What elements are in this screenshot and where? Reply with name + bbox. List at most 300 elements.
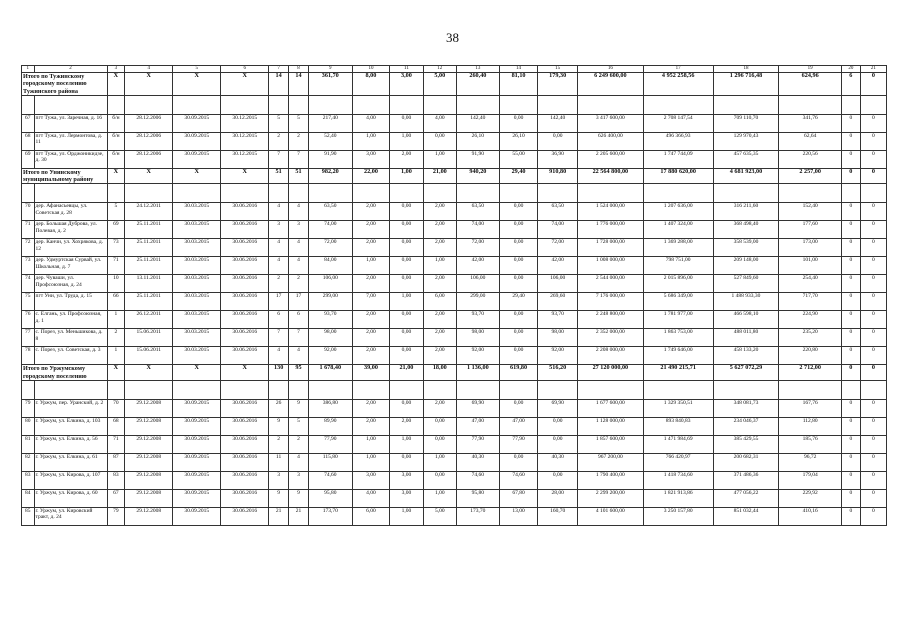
table-cell: 0,00 bbox=[499, 329, 538, 347]
table-cell: 30.06.2016 bbox=[221, 436, 269, 454]
table-cell: 341,76 bbox=[779, 114, 842, 132]
table-cell: 55,00 bbox=[499, 150, 538, 168]
table-cell: 69,90 bbox=[538, 400, 578, 418]
address-cell: дер. Чуваши, ул. Профсоюзная, д. 24 bbox=[34, 275, 107, 293]
table-cell: 72,00 bbox=[308, 239, 352, 257]
table-row bbox=[22, 454, 887, 472]
table-cell: 5 bbox=[269, 114, 289, 132]
table-cell: 30.06.2016 bbox=[221, 239, 269, 257]
table-cell: 0 bbox=[860, 275, 886, 293]
table-cell: 0 bbox=[860, 365, 886, 381]
column-number-cell: 9 bbox=[308, 66, 352, 73]
table-cell: 0 bbox=[860, 132, 886, 150]
row-number: 71 bbox=[22, 221, 35, 239]
table-cell: 29.12.2008 bbox=[125, 472, 173, 490]
table-cell: 0 bbox=[860, 508, 886, 526]
table-cell: 269,60 bbox=[538, 293, 578, 311]
table-cell: X bbox=[221, 168, 269, 184]
table-cell: 1,00 bbox=[423, 454, 456, 472]
address-cell: г. Уржум, ул. Кирова, д. 107 bbox=[34, 472, 107, 490]
table-cell: 3,00 bbox=[352, 150, 390, 168]
address-cell: г. Уржум, ул. Кировский тракт, д. 24 bbox=[34, 508, 107, 526]
table-cell: 42,00 bbox=[456, 257, 499, 275]
address-cell: дер. Афанасьевцы, ул. Советская д. 28 bbox=[34, 203, 107, 221]
table-cell: б/н bbox=[107, 150, 125, 168]
table-cell: 93,70 bbox=[456, 311, 499, 329]
empty-cell bbox=[713, 381, 779, 400]
empty-cell bbox=[22, 381, 35, 400]
empty-cell bbox=[125, 381, 173, 400]
table-cell: 254,40 bbox=[779, 275, 842, 293]
table-cell: 69 bbox=[107, 221, 125, 239]
empty-cell bbox=[860, 95, 886, 114]
table-cell: 516,20 bbox=[538, 365, 578, 381]
table-cell: 1,00 bbox=[352, 436, 390, 454]
table-cell: 29.12.2008 bbox=[125, 400, 173, 418]
column-number-row bbox=[22, 66, 887, 73]
column-number-cell: 7 bbox=[269, 66, 289, 73]
table-cell: 0,00 bbox=[499, 203, 538, 221]
address-cell: пгт Тужа, ул. Заречная, д. 16 bbox=[34, 114, 107, 132]
table-row bbox=[22, 132, 887, 150]
table-cell: 0 bbox=[860, 329, 886, 347]
table-cell: 30.03.2015 bbox=[173, 347, 221, 365]
table-cell: 9 bbox=[289, 490, 309, 508]
table-cell: 967 200,00 bbox=[577, 454, 643, 472]
table-row bbox=[22, 329, 887, 347]
column-number-cell: 12 bbox=[423, 66, 456, 73]
table-cell: 30.06.2016 bbox=[221, 203, 269, 221]
address-cell: пгт Тужа, ул. Лермонтова, д. 11 bbox=[34, 132, 107, 150]
table-cell: 25.11.2011 bbox=[125, 257, 173, 275]
table-cell: 29.12.2008 bbox=[125, 454, 173, 472]
table-cell: 0 bbox=[860, 114, 886, 132]
table-cell: 0 bbox=[860, 221, 886, 239]
table-cell: 200 682,31 bbox=[713, 454, 779, 472]
table-row bbox=[22, 347, 887, 365]
empty-cell bbox=[173, 95, 221, 114]
table-cell: 66 bbox=[107, 293, 125, 311]
table-cell: 77,90 bbox=[308, 436, 352, 454]
table-cell: 1 857 600,00 bbox=[577, 436, 643, 454]
row-number: 73 bbox=[22, 257, 35, 275]
table-cell: 106,00 bbox=[308, 275, 352, 293]
table-cell: 1 136,00 bbox=[456, 365, 499, 381]
table-cell: 13,00 bbox=[499, 508, 538, 526]
table-cell: 21 bbox=[269, 508, 289, 526]
table-cell: 2,00 bbox=[352, 329, 390, 347]
table-cell: 386,80 bbox=[308, 400, 352, 418]
table-cell: 209 148,00 bbox=[713, 257, 779, 275]
subtotal-row bbox=[22, 365, 887, 381]
empty-cell bbox=[423, 95, 456, 114]
table-cell: 25.11.2011 bbox=[125, 293, 173, 311]
subtotal-label: Итого по Тужинскому городскому поселению Тужинского района bbox=[22, 73, 108, 96]
table-cell: 0 bbox=[860, 203, 886, 221]
row-number: 78 bbox=[22, 347, 35, 365]
table-cell: 2,00 bbox=[423, 221, 456, 239]
table-cell: 0 bbox=[841, 311, 860, 329]
table-cell: 3 417 600,00 bbox=[577, 114, 643, 132]
table-cell: 0 bbox=[841, 239, 860, 257]
table-cell: 0,00 bbox=[538, 436, 578, 454]
table-cell: 4 101 600,00 bbox=[577, 508, 643, 526]
empty-cell bbox=[352, 95, 390, 114]
column-number-cell: 2 bbox=[34, 66, 107, 73]
table-cell: 98,00 bbox=[538, 329, 578, 347]
empty-cell bbox=[390, 184, 423, 203]
table-cell: X bbox=[221, 365, 269, 381]
table-cell: 361,70 bbox=[308, 73, 352, 96]
page-number: 38 bbox=[446, 30, 459, 45]
table-cell: 28,00 bbox=[538, 490, 578, 508]
table-cell: 0 bbox=[860, 400, 886, 418]
column-number-cell: 4 bbox=[125, 66, 173, 73]
table-cell: 2 bbox=[269, 132, 289, 150]
table-cell: 92,00 bbox=[308, 347, 352, 365]
table-cell: 260,40 bbox=[456, 73, 499, 96]
empty-cell bbox=[221, 95, 269, 114]
table-cell: 30.03.2015 bbox=[173, 203, 221, 221]
table-cell: 0 bbox=[860, 454, 886, 472]
table-cell: 6 249 600,00 bbox=[577, 73, 643, 96]
table-cell: 6,00 bbox=[352, 508, 390, 526]
table-cell: 9 bbox=[269, 418, 289, 436]
address-cell: г. Уржум, ул. Елкина, д. 61 bbox=[34, 454, 107, 472]
table-cell: 29.12.2008 bbox=[125, 418, 173, 436]
table-cell: 0 bbox=[841, 257, 860, 275]
empty-cell bbox=[308, 95, 352, 114]
table-cell: 798 751,00 bbox=[643, 257, 713, 275]
table-cell: 30.12.2015 bbox=[221, 132, 269, 150]
empty-cell bbox=[352, 381, 390, 400]
table-cell: 0,00 bbox=[499, 400, 538, 418]
empty-cell bbox=[107, 95, 125, 114]
table-cell: 0 bbox=[841, 418, 860, 436]
table-cell: 6,00 bbox=[423, 293, 456, 311]
table-cell: 3 bbox=[269, 472, 289, 490]
table-cell: 52,40 bbox=[308, 132, 352, 150]
table-cell: 385 429,55 bbox=[713, 436, 779, 454]
table-cell: 1 296 716,48 bbox=[713, 73, 779, 96]
table-cell: 74,00 bbox=[538, 221, 578, 239]
table-cell: 5,00 bbox=[423, 508, 456, 526]
spacer-row bbox=[22, 381, 887, 400]
row-number: 67 bbox=[22, 114, 35, 132]
table-cell: X bbox=[125, 365, 173, 381]
empty-cell bbox=[173, 184, 221, 203]
empty-cell bbox=[860, 184, 886, 203]
table-cell: 2 bbox=[269, 275, 289, 293]
table-cell: 0,00 bbox=[390, 114, 423, 132]
table-cell: 0 bbox=[860, 293, 886, 311]
table-cell: 22 564 800,00 bbox=[577, 168, 643, 184]
table-cell: 17 880 620,00 bbox=[643, 168, 713, 184]
table-cell: 30.06.2016 bbox=[221, 472, 269, 490]
table-cell: 410,16 bbox=[779, 508, 842, 526]
row-number: 81 bbox=[22, 436, 35, 454]
empty-cell bbox=[538, 95, 578, 114]
table-cell: 68 bbox=[107, 418, 125, 436]
row-number: 68 bbox=[22, 132, 35, 150]
empty-cell bbox=[841, 381, 860, 400]
table-cell: 220,56 bbox=[779, 150, 842, 168]
table-cell: 1 821 913,86 bbox=[643, 490, 713, 508]
table-cell: 63,50 bbox=[308, 203, 352, 221]
table-cell: 24.12.2011 bbox=[125, 203, 173, 221]
column-number-cell: 14 bbox=[499, 66, 538, 73]
table-cell: 0 bbox=[841, 329, 860, 347]
table-cell: 177,60 bbox=[779, 221, 842, 239]
empty-cell bbox=[779, 184, 842, 203]
table-cell: 5 627 072,29 bbox=[713, 365, 779, 381]
subtotal-label: Итого по Унинскому муниципальному району bbox=[22, 168, 108, 184]
table-cell: 0,00 bbox=[423, 436, 456, 454]
table-cell: 7 176 000,00 bbox=[577, 293, 643, 311]
table-cell: 0 bbox=[860, 168, 886, 184]
table-cell: 0 bbox=[841, 347, 860, 365]
table-cell: 624,96 bbox=[779, 73, 842, 96]
spacer-row bbox=[22, 184, 887, 203]
empty-cell bbox=[221, 184, 269, 203]
table-cell: 0,00 bbox=[538, 418, 578, 436]
table-cell: 30.12.2015 bbox=[221, 150, 269, 168]
table-row bbox=[22, 257, 887, 275]
table-cell: 1 747 744,09 bbox=[643, 150, 713, 168]
table-cell: 2,00 bbox=[423, 400, 456, 418]
table-cell: 527 849,60 bbox=[713, 275, 779, 293]
table-cell: 371 486,36 bbox=[713, 472, 779, 490]
table-cell: 67 bbox=[107, 490, 125, 508]
table-cell: 0 bbox=[860, 73, 886, 96]
table-cell: 1 863 753,00 bbox=[643, 329, 713, 347]
empty-cell bbox=[125, 95, 173, 114]
table-cell: 87 bbox=[107, 454, 125, 472]
table-cell: 21,00 bbox=[423, 168, 456, 184]
empty-cell bbox=[577, 184, 643, 203]
table-cell: 74,00 bbox=[456, 221, 499, 239]
empty-cell bbox=[779, 381, 842, 400]
table-cell: 30.09.2015 bbox=[173, 490, 221, 508]
table-cell: 30.09.2015 bbox=[173, 114, 221, 132]
table-cell: X bbox=[173, 168, 221, 184]
table-cell: 1,00 bbox=[423, 490, 456, 508]
table-cell: 4 681 923,00 bbox=[713, 168, 779, 184]
table-cell: б/н bbox=[107, 114, 125, 132]
table-cell: 1 329 350,51 bbox=[643, 400, 713, 418]
table-cell: 95 bbox=[289, 365, 309, 381]
address-cell: дер. Канчи, ул. Хохрякова, д. 12 bbox=[34, 239, 107, 257]
table-cell: 1,00 bbox=[423, 257, 456, 275]
table-cell: 30.06.2016 bbox=[221, 347, 269, 365]
empty-cell bbox=[538, 184, 578, 203]
table-cell: 71 bbox=[107, 257, 125, 275]
table-cell: 25.11.2011 bbox=[125, 239, 173, 257]
table-row bbox=[22, 150, 887, 168]
table-cell: 4 bbox=[269, 257, 289, 275]
table-body bbox=[22, 66, 887, 526]
table-cell: 115,80 bbox=[308, 454, 352, 472]
table-cell: 129 970,43 bbox=[713, 132, 779, 150]
empty-cell bbox=[107, 184, 125, 203]
table-cell: 0,00 bbox=[423, 472, 456, 490]
table-cell: 30.09.2015 bbox=[173, 508, 221, 526]
table-cell: 101,00 bbox=[779, 257, 842, 275]
table-cell: 1 bbox=[107, 311, 125, 329]
table-cell: 0,00 bbox=[499, 239, 538, 257]
table-cell: 0 bbox=[841, 472, 860, 490]
table-cell: 9 bbox=[289, 400, 309, 418]
empty-cell bbox=[289, 95, 309, 114]
empty-cell bbox=[34, 184, 107, 203]
empty-cell bbox=[577, 381, 643, 400]
empty-cell bbox=[125, 184, 173, 203]
table-cell: 4 bbox=[289, 454, 309, 472]
row-number: 80 bbox=[22, 418, 35, 436]
table-cell: 28.12.2006 bbox=[125, 114, 173, 132]
table-cell: 95,80 bbox=[308, 490, 352, 508]
table-cell: 79 bbox=[107, 508, 125, 526]
table-cell: 0 bbox=[860, 347, 886, 365]
table-cell: 14 bbox=[269, 73, 289, 96]
table-cell: 10 bbox=[107, 275, 125, 293]
table-cell: 224,90 bbox=[779, 311, 842, 329]
table-cell: 0,00 bbox=[423, 132, 456, 150]
column-number-cell: 13 bbox=[456, 66, 499, 73]
table-cell: 30.06.2016 bbox=[221, 275, 269, 293]
table-cell: 0,00 bbox=[499, 114, 538, 132]
empty-cell bbox=[577, 95, 643, 114]
table-cell: 74,60 bbox=[456, 472, 499, 490]
table-cell: 0 bbox=[860, 239, 886, 257]
table-cell: 2 bbox=[289, 436, 309, 454]
table-cell: 25.11.2011 bbox=[125, 221, 173, 239]
table-cell: 73 bbox=[107, 239, 125, 257]
table-cell: 0,00 bbox=[390, 221, 423, 239]
table-cell: 30.03.2015 bbox=[173, 257, 221, 275]
table-cell: 30.09.2015 bbox=[173, 400, 221, 418]
table-row bbox=[22, 239, 887, 257]
table-cell: 63,50 bbox=[538, 203, 578, 221]
row-number: 83 bbox=[22, 472, 35, 490]
table-cell: 30.09.2015 bbox=[173, 472, 221, 490]
table-row bbox=[22, 275, 887, 293]
column-number-cell: 5 bbox=[173, 66, 221, 73]
table-cell: 5 bbox=[289, 418, 309, 436]
table-cell: 40,30 bbox=[538, 454, 578, 472]
table-cell: 910,80 bbox=[538, 168, 578, 184]
table-cell: 0,00 bbox=[499, 221, 538, 239]
table-cell: 0,00 bbox=[538, 132, 578, 150]
table-cell: 4 bbox=[289, 239, 309, 257]
empty-cell bbox=[269, 381, 289, 400]
table-cell: 9 bbox=[269, 490, 289, 508]
table-cell: 2,00 bbox=[423, 203, 456, 221]
table-cell: 29.12.2008 bbox=[125, 436, 173, 454]
table-cell: 173,00 bbox=[779, 239, 842, 257]
table-cell: 1 728 000,00 bbox=[577, 239, 643, 257]
table-cell: 30.06.2016 bbox=[221, 257, 269, 275]
table-cell: 0,00 bbox=[499, 275, 538, 293]
table-cell: 4 bbox=[269, 239, 289, 257]
table-cell: 3,00 bbox=[352, 472, 390, 490]
table-cell: 0 bbox=[841, 221, 860, 239]
table-cell: 7,00 bbox=[352, 293, 390, 311]
table-cell: 0,00 bbox=[499, 311, 538, 329]
table-cell: 167,76 bbox=[779, 400, 842, 418]
empty-cell bbox=[713, 184, 779, 203]
table-cell: 2 bbox=[269, 436, 289, 454]
table-cell: 8,00 bbox=[352, 73, 390, 96]
empty-cell bbox=[456, 95, 499, 114]
table-row bbox=[22, 436, 887, 454]
table-cell: 2,00 bbox=[352, 275, 390, 293]
table-cell: 51 bbox=[269, 168, 289, 184]
empty-cell bbox=[269, 95, 289, 114]
table-cell: 5 bbox=[107, 203, 125, 221]
table-cell: 0,00 bbox=[423, 418, 456, 436]
table-cell: 0 bbox=[860, 418, 886, 436]
empty-cell bbox=[643, 95, 713, 114]
address-cell: с. Порез, ул. Советская, д. 3 bbox=[34, 347, 107, 365]
empty-cell bbox=[173, 381, 221, 400]
table-cell: 77,90 bbox=[456, 436, 499, 454]
table-cell: 2 bbox=[107, 329, 125, 347]
row-number: 82 bbox=[22, 454, 35, 472]
table-cell: 92,00 bbox=[538, 347, 578, 365]
table-cell: 29.12.2008 bbox=[125, 490, 173, 508]
table-cell: 1 008 000,00 bbox=[577, 257, 643, 275]
column-number-cell: 16 bbox=[577, 66, 643, 73]
table-cell: 1 790 400,00 bbox=[577, 472, 643, 490]
table-cell: 63,50 bbox=[456, 203, 499, 221]
table-cell: 17 bbox=[269, 293, 289, 311]
table-cell: 299,00 bbox=[308, 293, 352, 311]
table-cell: 2,00 bbox=[423, 347, 456, 365]
table-cell: 83 bbox=[107, 472, 125, 490]
table-cell: 4,00 bbox=[423, 114, 456, 132]
table-cell: 368 498,40 bbox=[713, 221, 779, 239]
table-cell: 2,00 bbox=[352, 311, 390, 329]
table-cell: 15.06.2011 bbox=[125, 329, 173, 347]
table-cell: 29.12.2008 bbox=[125, 508, 173, 526]
table-cell: 4 bbox=[289, 203, 309, 221]
table-cell: X bbox=[125, 73, 173, 96]
table-cell: 7 bbox=[289, 150, 309, 168]
table-cell: 1 524 000,00 bbox=[577, 203, 643, 221]
column-number-cell: 17 bbox=[643, 66, 713, 73]
table-cell: 21 bbox=[289, 508, 309, 526]
table-cell: 160,70 bbox=[538, 508, 578, 526]
table-cell: 98,00 bbox=[456, 329, 499, 347]
table-cell: 217,40 bbox=[308, 114, 352, 132]
table-row bbox=[22, 114, 887, 132]
table-cell: 5,00 bbox=[423, 73, 456, 96]
table-cell: 30.09.2015 bbox=[173, 436, 221, 454]
row-number: 69 bbox=[22, 150, 35, 168]
table-cell: 4,00 bbox=[352, 114, 390, 132]
table-cell: 142,40 bbox=[456, 114, 499, 132]
table-cell: 2 708 147,54 bbox=[643, 114, 713, 132]
table-cell: 39,00 bbox=[352, 365, 390, 381]
table-cell: 29,40 bbox=[499, 168, 538, 184]
table-cell: 0 bbox=[841, 168, 860, 184]
table-cell: 2,00 bbox=[390, 150, 423, 168]
table-cell: 93,70 bbox=[308, 311, 352, 329]
table-cell: 2 712,00 bbox=[779, 365, 842, 381]
table-cell: 0 bbox=[841, 293, 860, 311]
empty-cell bbox=[456, 381, 499, 400]
